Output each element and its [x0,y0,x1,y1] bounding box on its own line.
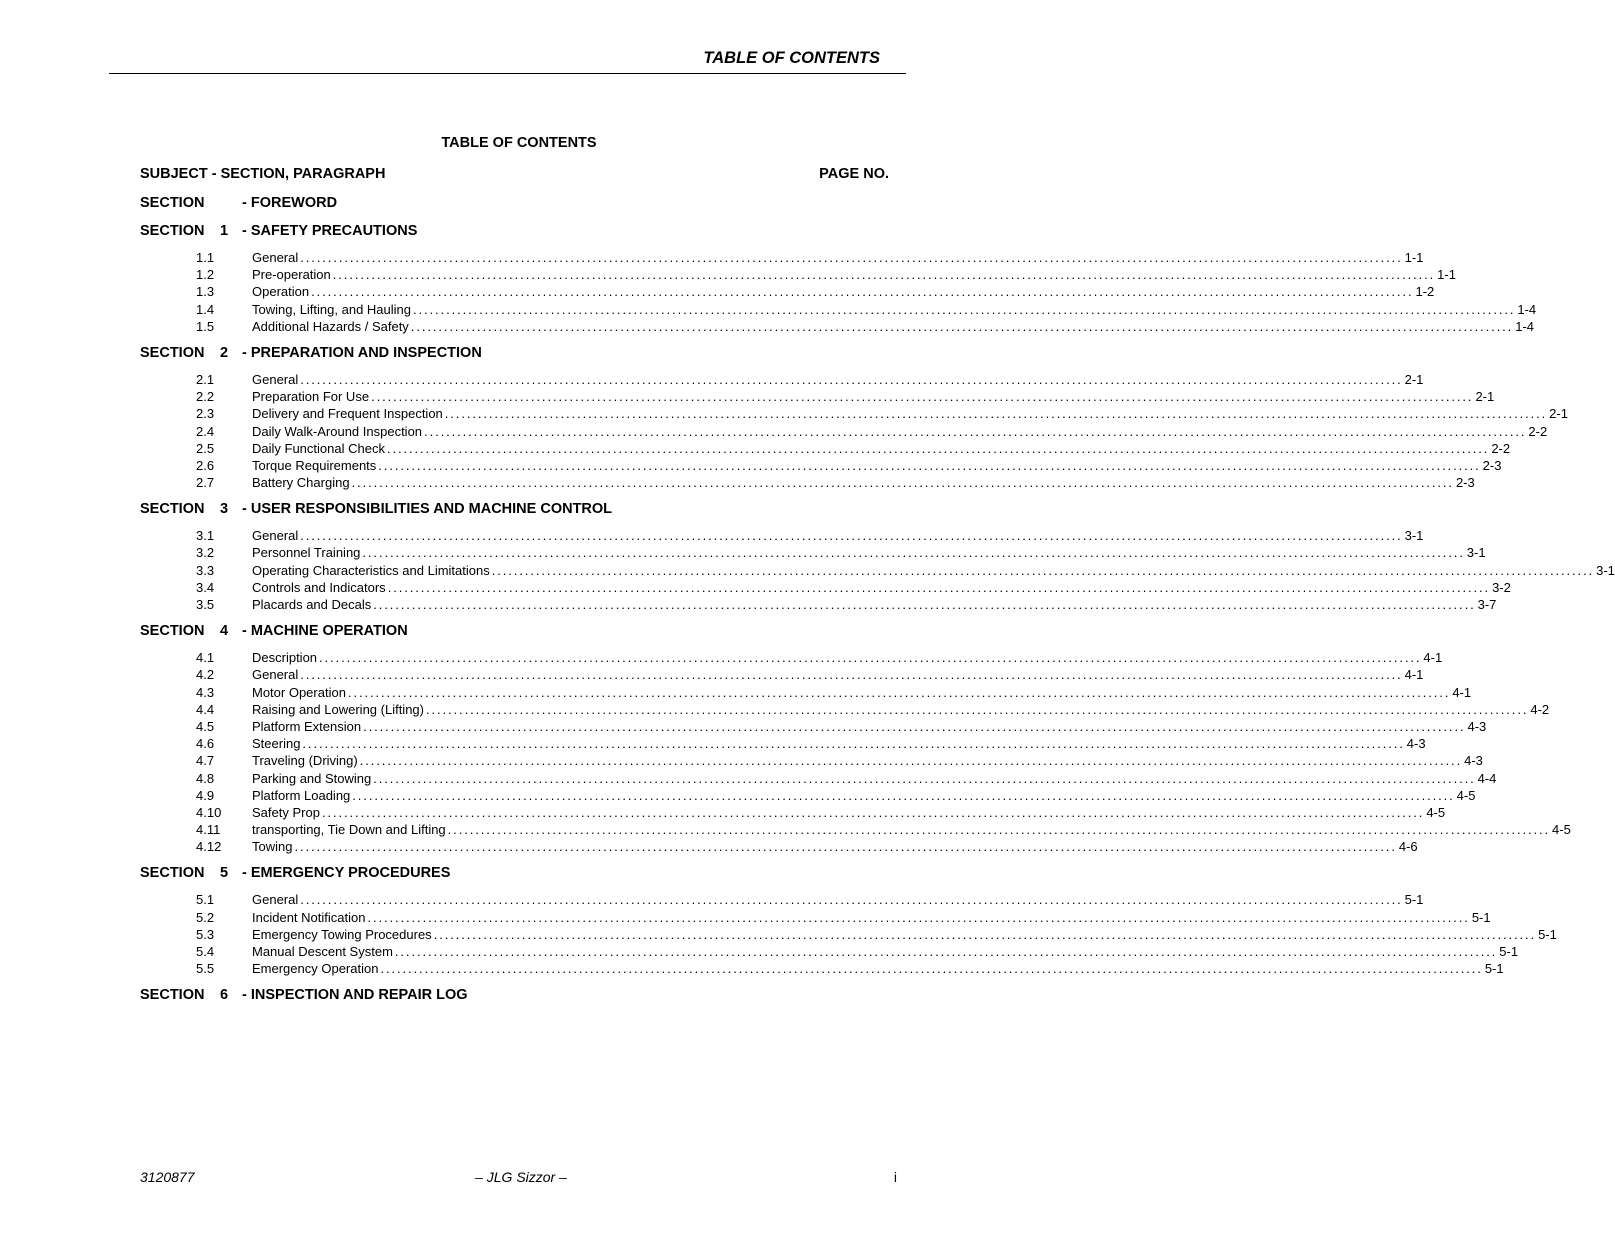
entry-number: 2.7 [196,475,215,491]
toc-list [140,194,1615,1014]
dot-leader: ........................................................................................................................................................................................................ [351,475,1454,491]
entry-number: 4.10 [196,804,222,820]
page-title: TABLE OF CONTENTS [441,135,597,151]
dot-leader: ........................................................................................................................................................................................................ [362,545,1465,561]
dot-leader: ........................................................................................................................................................................................................ [394,944,1498,959]
entry-page-number: 3-1 [1596,562,1615,578]
toc-entry[interactable] [140,752,1483,769]
toc-entry[interactable] [140,283,1435,300]
entry-number: 2.1 [196,371,215,387]
dot-leader: ........................................................................................................................................................................................................ [373,770,1476,786]
dot-leader: ........................................................................................................................................................................................................ [433,926,1537,942]
toc-entry[interactable] [140,423,1548,440]
dot-leader: ........................................................................................................................................................................................................ [386,440,1490,456]
toc-entry[interactable] [140,909,1491,926]
entry-number: 4.6 [196,736,215,752]
entry-title: Towing [252,839,293,855]
footer-product-name: – JLG Sizzor – [475,1169,567,1185]
dot-leader: ........................................................................................................................................................................................................ [300,250,1403,265]
entry-number: 4.8 [196,770,215,786]
entry-number: 3.5 [196,597,215,612]
entry-title: Motor Operation [252,684,346,700]
entry-page-number: 1-1 [1404,250,1424,265]
entry-page-number: 5-1 [1538,926,1557,942]
entry-title: Operation [252,284,310,300]
entry-page-number: 2-3 [1455,475,1475,491]
dot-leader: ........................................................................................................................................................................................................ [491,562,1595,578]
dot-leader: ........................................................................................................................................................................................................ [413,301,1516,317]
footer-page-number: i [893,1169,897,1185]
entry-number: 4.4 [196,701,215,717]
section-title: - MACHINE OPERATION [242,623,408,640]
section-title: - INSPECTION AND REPAIR LOG [242,987,468,1004]
dot-leader: ........................................................................................................................................................................................................ [300,892,1403,908]
dot-leader: ........................................................................................................................................................................................................ [300,528,1403,544]
toc-entry[interactable] [140,804,1446,821]
entry-page-number: 2-1 [1475,389,1495,405]
section-heading[interactable] [140,344,862,362]
toc-entry[interactable] [140,562,1615,579]
entry-title: Parking and Stowing [252,770,372,786]
entry-page-number: 1-4 [1517,301,1537,317]
toc-entry[interactable] [140,266,1456,283]
dot-leader: ........................................................................................................................................................................................................ [447,822,1551,838]
entry-number: 2.4 [196,423,215,439]
toc-entry[interactable] [140,838,1418,855]
toc-entry[interactable] [140,388,1495,405]
entry-page-number: 1-4 [1515,318,1534,334]
entry-title: Placards and Decals [252,597,372,612]
dot-leader: ........................................................................................................................................................................................................ [380,961,1483,977]
section-number: 5 [220,865,229,882]
toc-entry[interactable] [140,474,1475,491]
entry-title: General [252,250,299,265]
header-rule [109,73,906,74]
section-heading[interactable] [140,500,862,518]
entry-number: 3.2 [196,545,215,561]
entry-title: Daily Walk-Around Inspection [252,423,423,439]
section-label: SECTION [140,865,205,882]
entry-title: General [252,528,299,544]
entry-number: 4.9 [196,787,215,803]
entry-title: Platform Extension [252,718,362,734]
toc-entry[interactable] [140,943,1519,960]
entry-page-number: 4-5 [1426,804,1446,820]
entry-number: 5.5 [196,961,215,977]
section-title: - SAFETY PRECAUTIONS [242,223,418,239]
dot-leader: ........................................................................................................................................................................................................ [371,389,1474,405]
dot-leader: ........................................................................................................................................................................................................ [425,701,1529,717]
entry-number: 4.12 [196,839,222,855]
entry-title: Pre-operation [252,267,331,283]
section-label: SECTION [140,195,205,211]
toc-entry[interactable] [140,666,1424,683]
entry-number: 4.5 [196,718,215,734]
entry-page-number: 4-6 [1398,839,1418,855]
entry-number: 1.4 [196,301,215,317]
entry-page-number: 2-2 [1491,440,1511,456]
entry-number: 1.1 [196,250,215,265]
entry-number: 1.5 [196,318,215,334]
section-heading[interactable] [140,622,862,640]
entry-number: 1.2 [196,267,215,283]
entry-number: 5.2 [196,909,215,925]
entry-title: Controls and Indicators [252,579,386,595]
section-title: - USER RESPONSIBILITIES AND MACHINE CONTROL [242,501,613,518]
entry-title: Platform Loading [252,787,351,803]
entry-number: 2.3 [196,406,215,422]
entry-number: 4.11 [196,822,221,838]
entry-title: Operating Characteristics and Limitations [252,562,490,578]
section-title: - EMERGENCY PROCEDURES [242,865,451,882]
dot-leader: ........................................................................................................................................................................................................ [359,753,1463,769]
toc-entry[interactable] [140,649,1443,666]
section-heading[interactable] [140,222,862,240]
entry-page-number: 4-1 [1423,650,1443,666]
entry-page-number: 2-3 [1482,457,1502,473]
dot-leader: ........................................................................................................................................................................................................ [363,718,1466,734]
entry-page-number: 4-2 [1530,701,1550,717]
entry-number: 2.2 [196,389,215,405]
entry-number: 3.3 [196,562,215,578]
entry-page-number: 3-7 [1477,597,1497,612]
dot-leader: ........................................................................................................................................................................................................ [387,579,1491,595]
section-label: SECTION [140,501,205,518]
dot-leader: ........................................................................................................................................................................................................ [300,371,1403,387]
entry-number: 3.1 [196,528,215,544]
entry-title: Towing, Lifting, and Hauling [252,301,411,317]
entry-title: Incident Notification [252,909,366,925]
dot-leader: ........................................................................................................................................................................................................ [347,684,1451,700]
toc-entry[interactable] [140,596,1497,613]
section-number [220,194,242,212]
section-label: SECTION [140,344,205,361]
entry-title: Steering [252,736,301,752]
entry-number: 5.4 [196,944,215,959]
entry-number: 4.1 [196,650,215,666]
entry-title: Personnel Training [252,545,361,561]
entry-number: 5.1 [196,892,215,908]
section-number: 4 [220,623,229,640]
toc-entry[interactable] [140,821,1571,838]
entry-title: Emergency Towing Procedures [252,926,432,942]
toc-entry[interactable] [140,544,1486,561]
toc-entry[interactable] [140,684,1472,701]
toc-entry[interactable] [140,960,1504,977]
entry-title: Traveling (Driving) [252,753,358,769]
entry-number: 5.3 [196,926,215,942]
entry-title: Emergency Operation [252,961,379,977]
dot-leader: ........................................................................................................................................................................................................ [302,736,1405,752]
toc-entry[interactable] [140,718,1487,735]
entry-number: 4.7 [196,753,215,769]
entry-number: 2.6 [196,457,215,473]
entry-page-number: 4-4 [1477,770,1497,786]
section-label: SECTION [140,987,205,1004]
entry-page-number: 5-1 [1484,961,1504,977]
entry-page-number: 2-1 [1404,371,1424,387]
entry-title: General [252,667,299,683]
toc-entry[interactable] [140,701,1550,718]
toc-entry[interactable] [140,318,1534,335]
entry-page-number: 3-2 [1492,579,1511,595]
entry-page-number: 5-1 [1471,909,1491,925]
section-label: SECTION [140,623,205,640]
entry-title: Description [252,650,318,666]
subject-column-heading: SUBJECT - SECTION, PARAGRAPH [140,166,386,182]
toc-entry[interactable] [140,770,1497,787]
toc-entry[interactable] [140,457,1502,474]
entry-page-number: 4-3 [1406,736,1426,752]
toc-entry[interactable] [140,371,1424,388]
entry-title: Daily Functional Check [252,440,385,456]
entry-title: transporting, Tie Down and Lifting [252,822,446,838]
entry-page-number: 2-2 [1528,423,1548,439]
toc-entry[interactable] [140,405,1568,422]
entry-page-number: 2-1 [1549,406,1568,422]
entry-number: 4.3 [196,684,215,700]
running-header-title: TABLE OF CONTENTS [703,49,880,67]
toc-entry[interactable] [140,249,1424,266]
toc-entry[interactable] [140,440,1511,457]
dot-leader: ........................................................................................................................................................................................................ [319,650,1422,666]
entry-page-number: 4-5 [1552,822,1571,838]
entry-page-number: 3-1 [1466,545,1486,561]
entry-title: General [252,371,299,387]
entry-page-number: 3-1 [1404,528,1424,544]
dot-leader: ........................................................................................................................................................................................................ [410,318,1514,334]
toc-entry[interactable] [140,926,1557,943]
dot-leader: ........................................................................................................................................................................................................ [424,423,1527,439]
section-heading[interactable] [140,194,862,212]
entry-page-number: 4-3 [1464,753,1483,769]
section-entries [140,371,1568,491]
dot-leader: ........................................................................................................................................................................................................ [378,457,1481,473]
entry-title: Raising and Lowering (Lifting) [252,701,424,717]
dot-leader: ........................................................................................................................................................................................................ [321,804,1425,820]
section-number: 6 [220,987,229,1004]
entry-page-number: 4-1 [1452,684,1472,700]
toc-entry[interactable] [140,527,1424,544]
dot-leader: ........................................................................................................................................................................................................ [444,406,1548,422]
section-number: 1 [220,223,229,239]
entry-title: Manual Descent System [252,944,393,959]
entry-page-number: 5-1 [1499,944,1519,959]
entry-title: Preparation For Use [252,389,370,405]
entry-title: Delivery and Frequent Inspection [252,406,443,422]
entry-page-number: 4-5 [1456,787,1476,803]
dot-leader: ........................................................................................................................................................................................................ [332,267,1436,283]
entry-page-number: 1-2 [1415,284,1435,300]
toc-entry[interactable] [140,579,1511,596]
entry-title: Additional Hazards / Safety [252,318,409,334]
section-number: 2 [220,344,229,361]
section-heading[interactable] [140,986,862,1004]
section-title: - PREPARATION AND INSPECTION [242,344,482,361]
section-entries [140,527,1615,613]
column-headings [140,166,889,182]
entry-page-number: 5-1 [1404,892,1424,908]
section-entries [140,649,1571,855]
toc-entry[interactable] [140,891,1424,908]
entry-number: 1.3 [196,284,215,300]
section-title: - FOREWORD [242,195,338,211]
entry-number: 3.4 [196,579,215,595]
toc-entry[interactable] [140,735,1426,752]
entry-title: Battery Charging [252,475,350,491]
entry-title: Safety Prop [252,804,320,820]
entry-number: 2.5 [196,440,215,456]
entry-page-number: 4-1 [1404,667,1424,683]
toc-entry[interactable] [140,301,1537,318]
section-entries [140,249,1537,335]
page-column-heading: PAGE NO. [819,166,889,182]
entry-page-number: 4-3 [1467,718,1487,734]
entry-title: General [252,892,299,908]
dot-leader: ........................................................................................................................................................................................................ [294,839,1397,855]
dot-leader: ........................................................................................................................................................................................................ [311,284,1414,300]
dot-leader: ........................................................................................................................................................................................................ [352,787,1455,803]
entry-number: 4.2 [196,667,215,683]
toc-entry[interactable] [140,787,1476,804]
section-heading[interactable] [140,864,862,882]
dot-leader: ........................................................................................................................................................................................................ [373,597,1476,612]
section-entries [140,891,1557,977]
section-number: 3 [220,501,229,518]
dot-leader: ........................................................................................................................................................................................................ [300,667,1403,683]
footer-doc-number: 3120877 [140,1169,195,1185]
entry-page-number: 1-1 [1437,267,1456,283]
section-label: SECTION [140,223,205,239]
entry-title: Torque Requirements [252,457,377,473]
dot-leader: ........................................................................................................................................................................................................ [367,909,1470,925]
